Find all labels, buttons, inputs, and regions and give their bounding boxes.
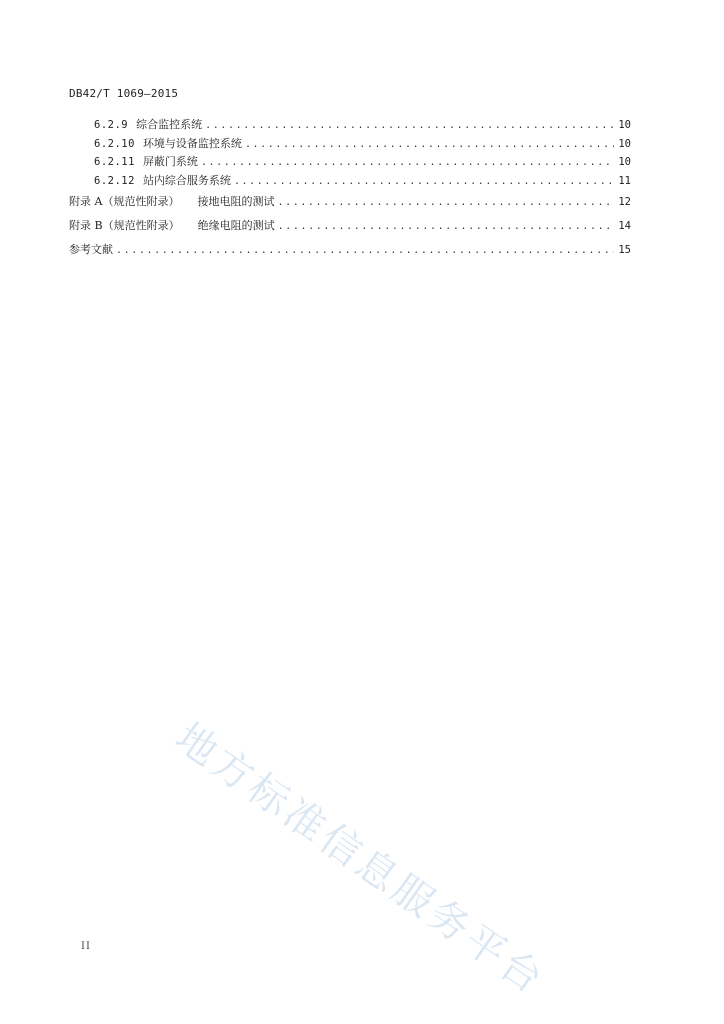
toc-entry-number: 附录 B（规范性附录） — [69, 219, 180, 232]
toc-dot-leader — [278, 215, 614, 239]
toc-entry-page: 10 — [618, 119, 631, 131]
toc-entry-title: 综合监控系统 — [136, 118, 203, 131]
toc-dot-leader — [205, 117, 614, 136]
table-of-contents — [69, 116, 631, 262]
toc-entry-title: 参考文献 — [69, 243, 113, 256]
page-number: II — [81, 941, 91, 952]
toc-dot-leader — [245, 136, 614, 155]
toc-entry-6-2-12[interactable] — [69, 172, 631, 191]
toc-entry-6-2-11[interactable] — [69, 153, 631, 172]
toc-entry-page: 10 — [618, 137, 631, 150]
toc-entry-number: 6.2.12 — [94, 174, 135, 187]
toc-entry-page: 12 — [618, 196, 631, 208]
toc-entry-title: 站内综合服务系统 — [142, 173, 231, 187]
toc-entry-title: 环境与设备监控系统 — [142, 136, 242, 150]
toc-entry-number: 6.2.10 — [94, 137, 135, 150]
toc-entry-page: 14 — [618, 220, 631, 232]
toc-entry-title: 接地电阻的测试 — [197, 195, 275, 208]
document-code: DB42/T 1069—2015 — [69, 87, 179, 100]
toc-entry-6-2-10[interactable] — [69, 135, 631, 154]
toc-entry-number: 6.2.11 — [94, 156, 135, 168]
toc-entry-6-2-9[interactable] — [69, 116, 631, 135]
toc-entry-number: 附录 A（规范性附录） — [69, 195, 180, 208]
toc-entry-page: 15 — [618, 244, 631, 256]
toc-entry-number: 6.2.9 — [94, 119, 129, 131]
toc-entry-appendix-b[interactable] — [69, 214, 631, 238]
toc-entry-page: 11 — [618, 174, 631, 187]
toc-entry-title: 屏蔽门系统 — [142, 155, 198, 168]
toc-dot-leader — [116, 239, 614, 263]
toc-entry-page: 10 — [618, 156, 631, 168]
toc-entry-title: 绝缘电阻的测试 — [197, 219, 275, 232]
watermark: 地方标准信息服务平台 — [166, 714, 554, 1005]
toc-entry-references[interactable] — [69, 238, 631, 262]
toc-dot-leader — [277, 191, 614, 215]
toc-dot-leader — [234, 173, 614, 192]
toc-dot-leader — [201, 154, 614, 173]
toc-entry-appendix-a[interactable] — [69, 190, 631, 214]
